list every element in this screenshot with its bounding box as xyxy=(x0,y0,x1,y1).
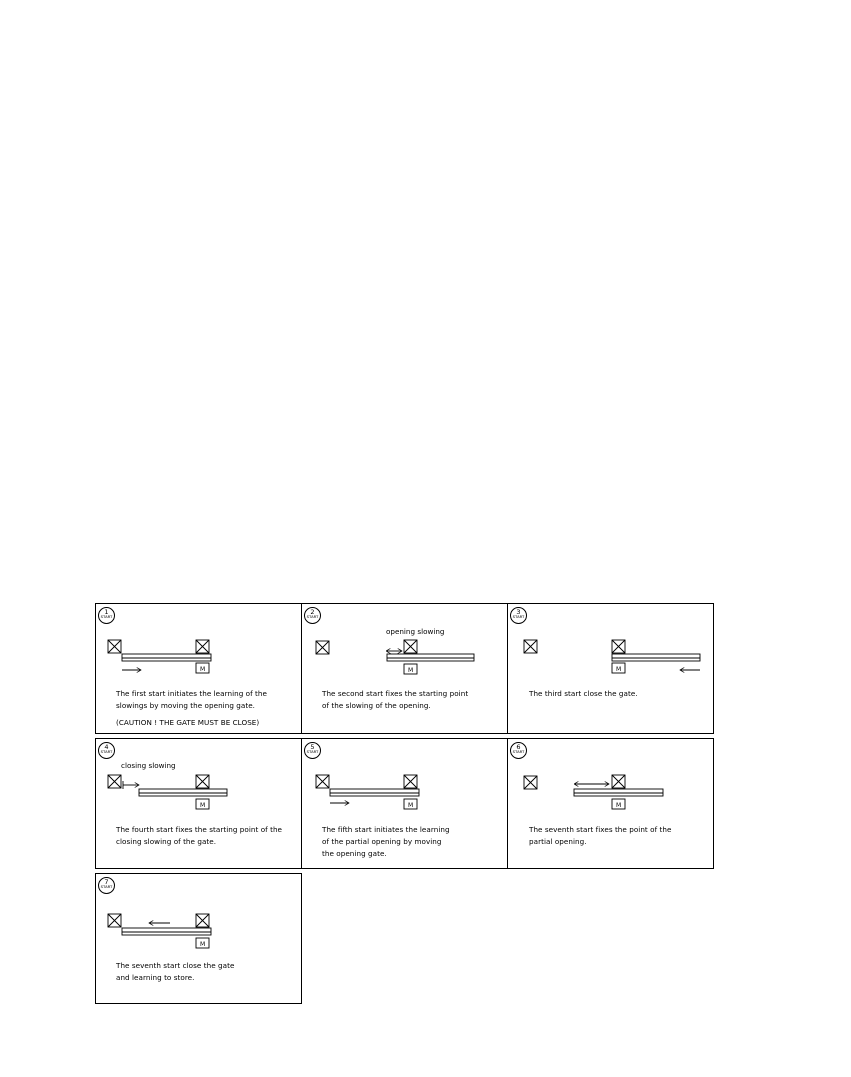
motor-label: M xyxy=(616,802,622,809)
step-panel-3 xyxy=(507,603,714,734)
gate-diagram xyxy=(302,604,509,735)
step-description-line: The first start initiates the learning of the xyxy=(116,689,267,698)
caution-note: (CAUTION ! THE GATE MUST BE CLOSE) xyxy=(116,718,260,727)
step-description-line: The seventh start close the gate xyxy=(116,961,235,970)
step-description-line: of the slowing of the opening. xyxy=(322,701,431,710)
step-description-line: the opening gate. xyxy=(322,849,387,858)
step-description-line: and learning to store. xyxy=(116,973,195,982)
start-badge-icon: 1 START xyxy=(98,607,115,624)
start-badge-icon: 2 START xyxy=(304,607,321,624)
gate-diagram xyxy=(508,739,715,870)
motor-label: M xyxy=(616,666,622,673)
step-panel-1 xyxy=(95,603,302,734)
start-badge-icon: 5 START xyxy=(304,742,321,759)
step-panel-2 xyxy=(301,603,508,734)
start-badge-icon: 4 START xyxy=(98,742,115,759)
slowing-label: closing slowing xyxy=(121,761,176,770)
motor-label: M xyxy=(408,802,414,809)
gate-bar xyxy=(612,654,700,661)
step-description-line: of the partial opening by moving xyxy=(322,837,442,846)
step-description-line: The fourth start fixes the starting point of the xyxy=(116,825,283,834)
gate-diagram xyxy=(508,604,715,735)
step-description-line: The fifth start initiates the learning xyxy=(322,825,450,834)
step-panel-5 xyxy=(301,738,508,869)
motor-label: M xyxy=(200,802,206,809)
step-description-line: partial opening. xyxy=(529,837,587,846)
motor-label: M xyxy=(200,941,206,948)
gate-bar xyxy=(122,928,211,935)
step-description-line: The seventh start fixes the point of the xyxy=(529,825,672,834)
gate-bar xyxy=(139,789,227,796)
step-description-line: The third start close the gate. xyxy=(529,689,638,698)
start-badge-icon: 6 START xyxy=(510,742,527,759)
gate-bar xyxy=(387,654,474,661)
slowing-label: opening slowing xyxy=(386,627,445,636)
step-description-line: The second start fixes the starting point xyxy=(322,689,469,698)
motor-label: M xyxy=(408,667,414,674)
step-description-line: closing slowing of the gate. xyxy=(116,837,217,846)
step-panel-6 xyxy=(507,738,714,869)
gate-bar xyxy=(574,789,663,796)
gate-bar xyxy=(330,789,419,796)
motor-label: M xyxy=(200,666,206,673)
step-panel-4 xyxy=(95,738,302,869)
start-badge-icon: 7 START xyxy=(98,877,115,894)
start-badge-icon: 3 START xyxy=(510,607,527,624)
step-panel-7 xyxy=(95,873,302,1004)
gate-bar xyxy=(122,654,211,661)
step-description-line: slowings by moving the opening gate. xyxy=(116,701,256,710)
